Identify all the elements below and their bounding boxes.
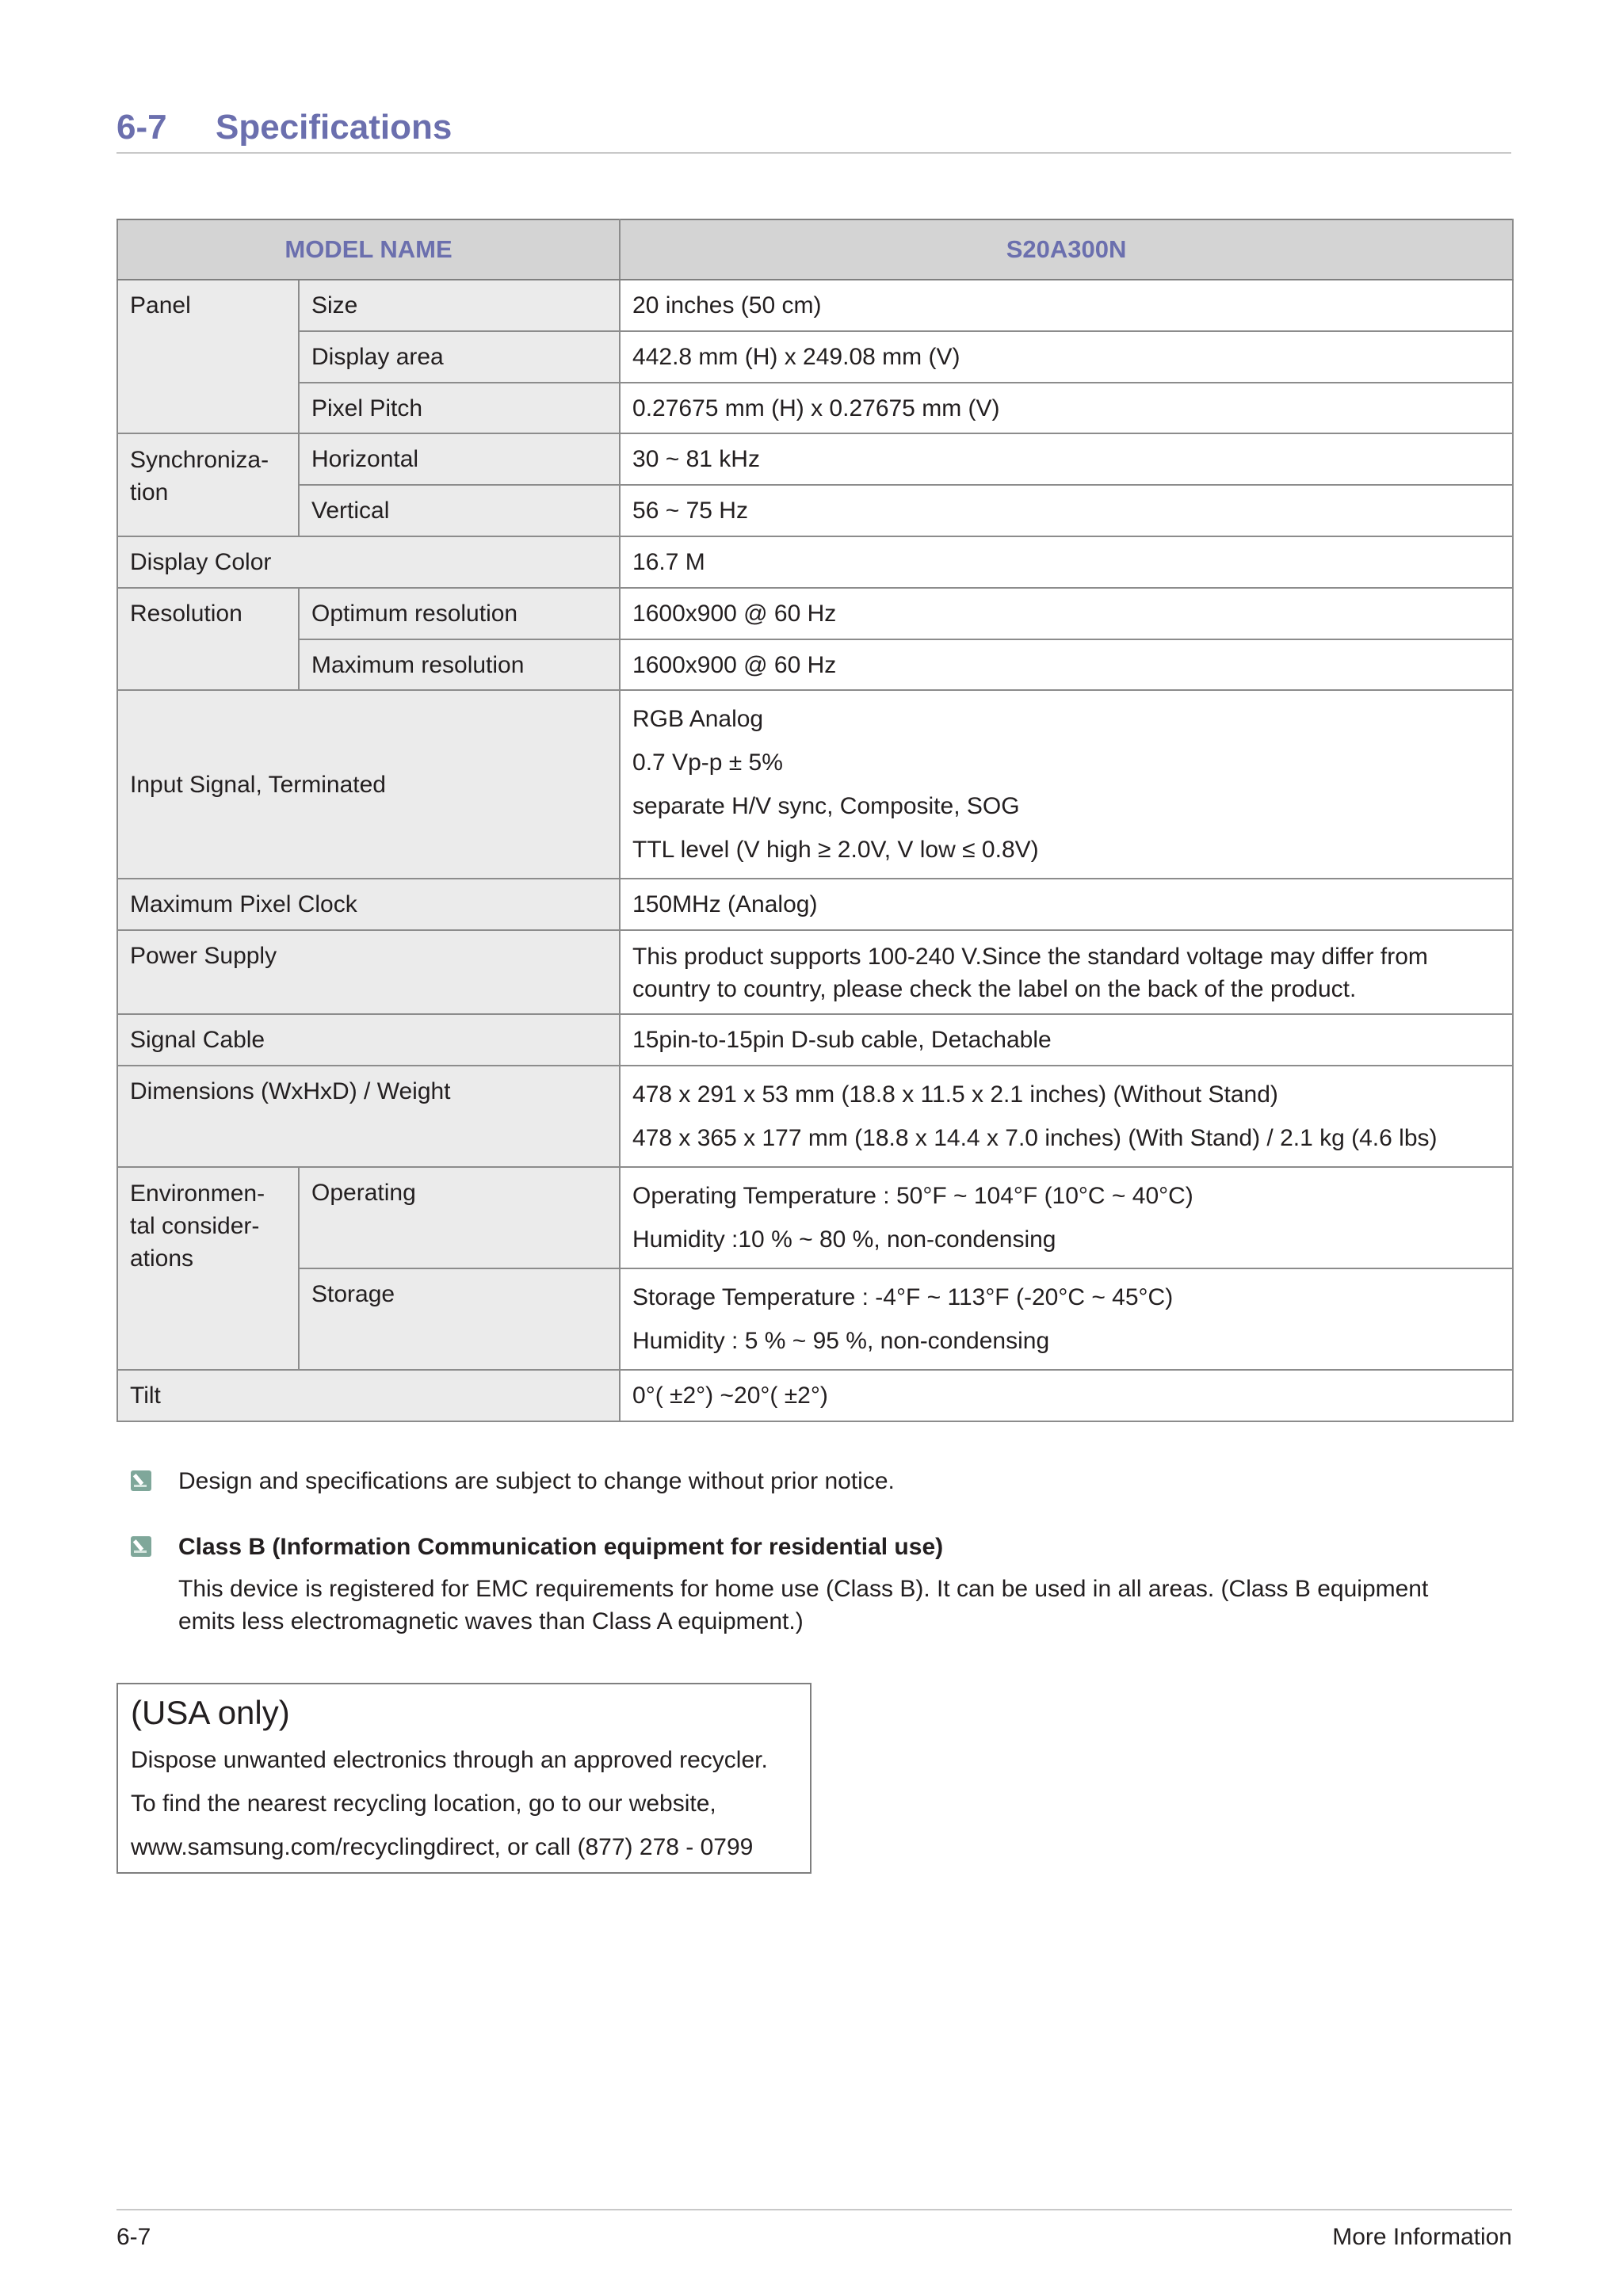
- pixel-pitch-value: 0.27675 mm (H) x 0.27675 mm (V): [620, 383, 1513, 434]
- signal-cable-value: 15pin-to-15pin D-sub cable, Detachable: [620, 1014, 1513, 1066]
- storage-label: Storage: [299, 1268, 620, 1370]
- table-row: [117, 588, 1513, 639]
- table-row: [117, 930, 1513, 1014]
- footer-page-number: 6-7: [116, 2224, 151, 2250]
- input-signal-line: 0.7 Vp-p ± 5%: [632, 749, 783, 776]
- pixel-pitch-label: Pixel Pitch: [299, 383, 620, 434]
- table-row: [117, 485, 1513, 536]
- optimum-resolution-value: 1600x900 @ 60 Hz: [620, 588, 1513, 639]
- usa-box-line: To find the nearest recycling location, go to our website,: [131, 1791, 716, 1817]
- power-supply-value: [620, 930, 1513, 1014]
- storage-value: [620, 1268, 1513, 1370]
- vertical-value: 56 ~ 75 Hz: [620, 485, 1513, 536]
- note-item: [131, 1531, 1510, 1638]
- operating-line: Operating Temperature : 50°F ~ 104°F (10°C ~ 40°C): [632, 1182, 1193, 1209]
- maximum-resolution-label: Maximum resolution: [299, 639, 620, 691]
- input-signal-value: [620, 690, 1513, 879]
- model-name-header: MODEL NAME: [117, 219, 620, 280]
- table-row: [117, 879, 1513, 930]
- table-row: [117, 433, 1513, 485]
- dimensions-label: Dimensions (WxHxD) / Weight: [117, 1066, 620, 1167]
- pixel-clock-label: Maximum Pixel Clock: [117, 879, 620, 930]
- display-color-label: Display Color: [117, 536, 620, 588]
- horizontal-value: 30 ~ 81 kHz: [620, 433, 1513, 485]
- note-title: Class B (Information Communication equipment for residential use): [178, 1534, 944, 1560]
- note-pencil-icon: [131, 1470, 151, 1491]
- usa-box-line: www.samsung.com/recyclingdirect, or call (877) 278 - 0799: [131, 1834, 754, 1860]
- table-row: [117, 1066, 1513, 1167]
- table-row: [117, 1014, 1513, 1066]
- sync-label: [117, 433, 299, 536]
- power-supply-line: country to country, please check the label on the back of the product.: [632, 976, 1357, 1003]
- operating-line: Humidity :10 % ~ 80 %, non-condensing: [632, 1226, 1056, 1253]
- environment-label-line: ations: [130, 1245, 194, 1272]
- maximum-resolution-value: 1600x900 @ 60 Hz: [620, 639, 1513, 691]
- operating-label: Operating: [299, 1167, 620, 1268]
- dimensions-value: [620, 1066, 1513, 1167]
- table-row: [117, 1167, 1513, 1268]
- note-pencil-icon: [131, 1536, 151, 1557]
- table-row: [117, 383, 1513, 434]
- table-header-row: [117, 219, 1513, 280]
- table-row: [117, 1268, 1513, 1370]
- usa-box-line: Dispose unwanted electronics through an approved recycler.: [131, 1747, 768, 1773]
- table-row: [117, 331, 1513, 383]
- tilt-value: 0°( ±2°) ~20°( ±2°): [620, 1370, 1513, 1421]
- size-label: Size: [299, 280, 620, 331]
- table-row: [117, 639, 1513, 691]
- resolution-label: Resolution: [117, 588, 299, 691]
- section-title: Specifications: [216, 108, 453, 147]
- storage-line: Storage Temperature : -4°F ~ 113°F (-20°C ~ 45°C): [632, 1283, 1174, 1310]
- table-row: [117, 1370, 1513, 1421]
- storage-line: Humidity : 5 % ~ 95 %, non-condensing: [632, 1327, 1050, 1354]
- table-row: [117, 280, 1513, 331]
- note-text-line: This device is registered for EMC requirements for home use (Class B). It can be used in all areas. (Class B equipment: [178, 1576, 1429, 1602]
- input-signal-line: RGB Analog: [632, 706, 764, 733]
- note-text: [178, 1573, 1510, 1638]
- power-supply-line: This product supports 100-240 V.Since the standard voltage may differ from: [632, 944, 1428, 971]
- tilt-label: Tilt: [117, 1370, 620, 1421]
- power-supply-label: Power Supply: [117, 930, 620, 1014]
- environment-label-line: tal consider-: [130, 1212, 260, 1239]
- note-item: [131, 1466, 1510, 1497]
- pixel-clock-value: 150MHz (Analog): [620, 879, 1513, 930]
- input-signal-label: Input Signal, Terminated: [117, 690, 620, 879]
- environment-label-line: Environmen-: [130, 1180, 265, 1207]
- display-area-label: Display area: [299, 331, 620, 383]
- usa-box-title: (USA only): [131, 1694, 290, 1731]
- input-signal-line: separate H/V sync, Composite, SOG: [632, 793, 1020, 820]
- section-heading: [116, 103, 1511, 154]
- vertical-label: Vertical: [299, 485, 620, 536]
- display-color-value: 16.7 M: [620, 536, 1513, 588]
- optimum-resolution-label: Optimum resolution: [299, 588, 620, 639]
- specifications-table: [116, 219, 1514, 1422]
- sync-label-line: tion: [130, 479, 169, 506]
- table-row: [117, 536, 1513, 588]
- notes-section: [131, 1466, 1510, 1638]
- signal-cable-label: Signal Cable: [117, 1014, 620, 1066]
- usa-recycling-box: [116, 1683, 812, 1874]
- note-text: Design and specifications are subject to change without prior notice.: [178, 1468, 895, 1494]
- horizontal-label: Horizontal: [299, 433, 620, 485]
- section-number: 6-7: [116, 108, 167, 147]
- dimensions-line: 478 x 291 x 53 mm (18.8 x 11.5 x 2.1 inches) (Without Stand): [632, 1081, 1278, 1108]
- page-footer: [116, 2209, 1512, 2253]
- table-row: [117, 690, 1513, 879]
- dimensions-line: 478 x 365 x 177 mm (18.8 x 14.4 x 7.0 inches) (With Stand) / 2.1 kg (4.6 lbs): [632, 1124, 1438, 1151]
- model-value-header: S20A300N: [620, 219, 1513, 280]
- input-signal-line: TTL level (V high ≥ 2.0V, V low ≤ 0.8V): [632, 837, 1039, 864]
- panel-label: Panel: [117, 280, 299, 433]
- environment-label: [117, 1167, 299, 1370]
- display-area-value: 442.8 mm (H) x 249.08 mm (V): [620, 331, 1513, 383]
- footer-section-name: More Information: [1332, 2224, 1512, 2250]
- note-text-line: emits less electromagnetic waves than Class A equipment.): [178, 1608, 804, 1634]
- size-value: 20 inches (50 cm): [620, 280, 1513, 331]
- operating-value: [620, 1167, 1513, 1268]
- sync-label-line: Synchroniza-: [130, 447, 269, 474]
